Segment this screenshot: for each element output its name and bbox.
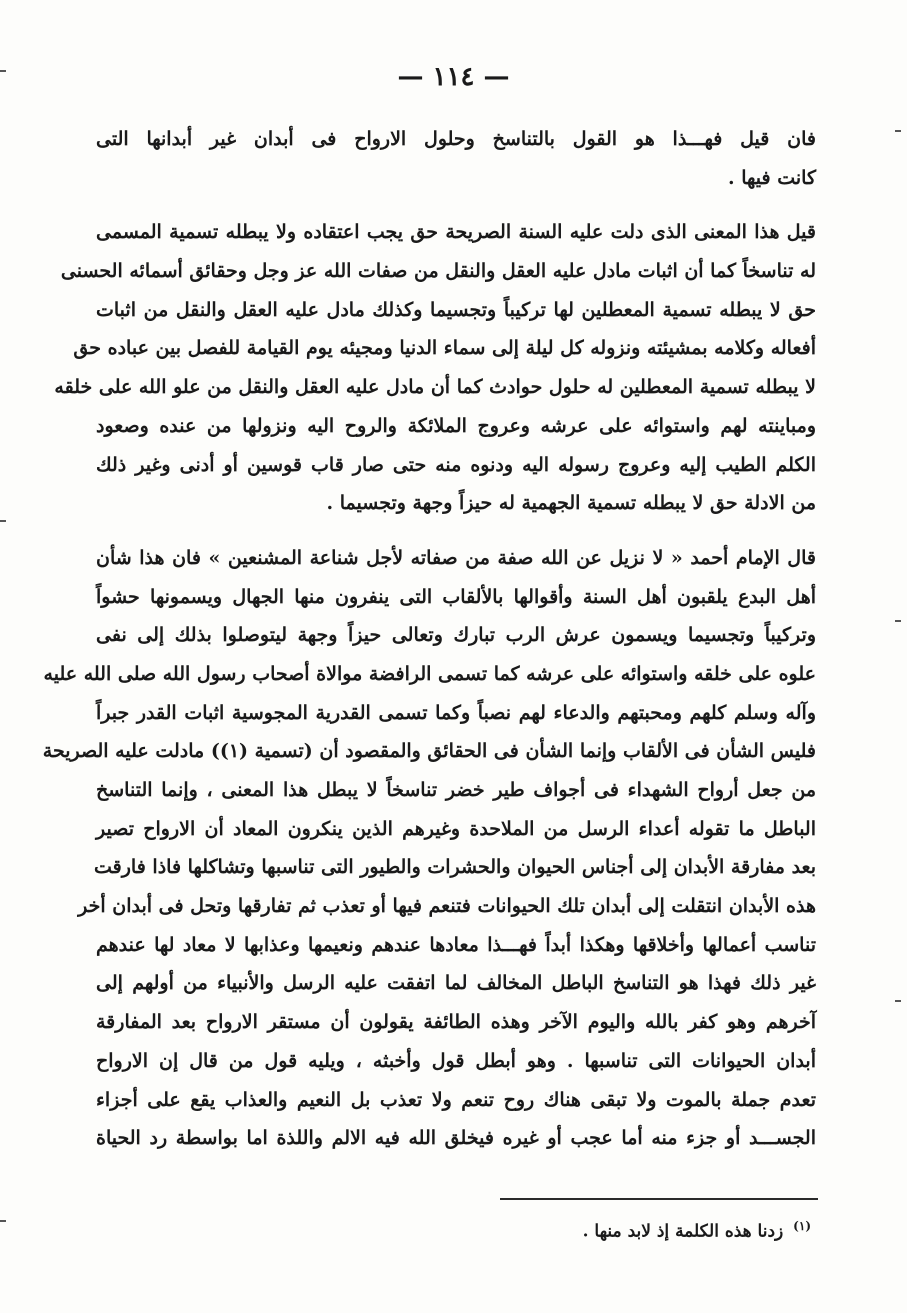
- text-line: غير ذلك فهذا هو التناسخ الباطل المخالف لما اتفقت عليه الرسل والأنبياء من أولهم إلى: [96, 972, 816, 995]
- text-line: بعد مفارقة الأبدان إلى أجناس الحيوان والحشرات والطيور التى تناسبها وتشاكلها فاذا فارقت: [94, 856, 816, 879]
- footnote-text: زدنا هذه الكلمة إذ لابد منها .: [582, 1221, 784, 1242]
- text-line: كانت فيها .: [728, 166, 816, 189]
- scan-edge-mark: [0, 1220, 6, 1222]
- text-line: الجســـد أو جزء منه أما عجب أو غيره فيخلق الله فيه الالم واللذة اما بواسطة رد الحياة: [96, 1127, 816, 1150]
- text-line: من الادلة حق لا يبطله تسمية الجهمية له حيزاً وجهة وتجسيما .: [326, 492, 816, 515]
- text-line: آخرهم وهو كفر بالله واليوم الآخر وهذه الطائفة يقولون أن مستقر الارواح بعد المفارقة: [96, 1011, 816, 1034]
- text-line: تعدم جملة بالموت ولا تبقى هناك روح تنعم ولا تعذب بل النعيم والعذاب يقع على أجزاء: [96, 1088, 816, 1111]
- text-line: تناسب أعمالها وأخلاقها وهكذا أبداً فهـــذا معادها عندهم ونعيمها وعذابها لا معاد لها عندهم: [96, 933, 816, 956]
- body-text: [42, 120, 816, 1174]
- text-line: لا يبطله تسمية المعطلين له حلول حوادث كما أن مادل عليه العقل والنقل من علو الله على خلقه: [54, 376, 816, 399]
- text-line: فان قيل فهـــذا هو القول بالتناسخ وحلول الارواح فى أبدان غير أبدانها التى: [96, 128, 816, 150]
- text-line: أفعاله وكلامه بمشيئته ونزوله كل ليلة إلى سماء الدنيا ومجيئه يوم القيامة للفصل بين عباده حق: [73, 337, 816, 360]
- paragraph-2: [54, 213, 816, 523]
- text-line: ومباينته لهم واستوائه على عرشه وعروج الملائكة والروح اليه ونزولها من عنده وصعود: [96, 414, 816, 437]
- text-line: الكلم الطيب إليه وعروج رسوله اليه ودنوه منه حتى صار قاب قوسين أو أدنى وغير ذلك: [96, 453, 816, 476]
- text-line: أبدان الحيوانات التى تناسبها . وهو أبطل قول وأخبثه ، ويليه قول من قال إن الارواح: [96, 1049, 816, 1072]
- text-line: حق لا يبطله تسمية المعطلين لها تركيباً وتجسيما وكذلك مادل عليه العقل والنقل من اثبات: [96, 298, 816, 321]
- text-line: هذه الأبدان انتقلت إلى أبدان تلك الحيوانات فتنعم فيها أو تعذب ثم تفارقها وتحل فى أبدان أخر: [78, 895, 816, 918]
- page-number: — ١١٤ —: [397, 62, 510, 92]
- text-line: فليس الشأن فى الألقاب وإنما الشأن فى الحقائق والمقصود أن (تسمية (١)) مادلت عليه الصريحة: [42, 740, 816, 763]
- text-line: قال الإمام أحمد « لا نزيل عن الله صفة من صفاته لأجل شناعة المشنعين » فان هذا شأن: [96, 546, 816, 569]
- scan-edge-mark: [0, 520, 6, 522]
- footnote: [411, 1212, 811, 1246]
- text-line: أهل البدع يلقبون أهل السنة وأقوالها بالألقاب التى ينفرون منها الجهال ويسمونها حشواً: [96, 585, 816, 608]
- text-line: وآله وسلم كلهم ومحبتهم والدعاء لهم نصباً وكما تسمى القدرية المجوسية اثبات القدر جبراً: [96, 701, 816, 724]
- text-line: وتركيباً وتجسيما ويسمون عرش الرب تبارك وتعالى حيزاً وجهة ليتوصلوا بذلك إلى نفى: [96, 624, 816, 647]
- text-line: من جعل أرواح الشهداء فى أجواف طير خضر تناسخاً لا يبطل هذا المعنى ، وإنما التناسخ: [96, 779, 816, 801]
- paragraph-1: [96, 120, 816, 197]
- footnote-divider: [500, 1198, 818, 1200]
- text-line: علوه على خلقه واستوائه على عرشه كما تسمى الرافضة موالاة أصحاب رسول الله صلى الله عليه: [43, 662, 816, 685]
- scan-edge-mark: [895, 130, 901, 132]
- text-line: له تناسخاً كما أن اثبات مادل عليه العقل والنقل من صفات الله عز وجل وحقائق أسمائه الحسنى: [60, 260, 816, 283]
- scan-edge-mark: [895, 1000, 901, 1002]
- text-line: قيل هذا المعنى الذى دلت عليه السنة الصريحة حق يجب اعتقاده ولا يبطله تسمية المسمى: [96, 221, 816, 244]
- footnote-marker: (١): [793, 1219, 811, 1233]
- text-line: الباطل ما تقوله أعداء الرسل من الملاحدة وغيرهم الذين ينكرون المعاد أن الارواح تصير: [96, 817, 816, 840]
- scan-edge-mark: [895, 620, 901, 622]
- paragraph-3: [42, 539, 816, 1158]
